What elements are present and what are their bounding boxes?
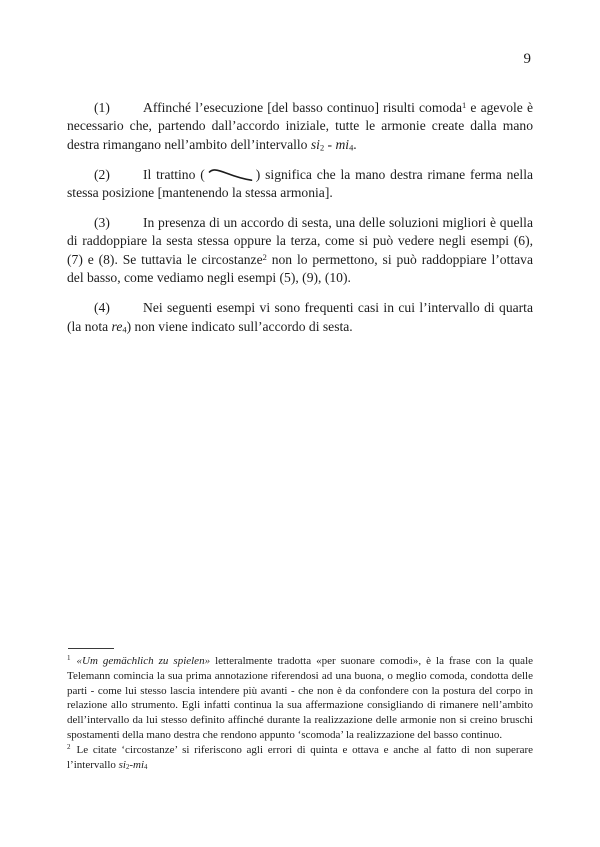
footnotes-section — [67, 648, 533, 772]
tie-curve-icon — [208, 168, 253, 181]
paragraph-number: (2) — [94, 166, 110, 182]
footnote-2 — [67, 743, 533, 773]
footnote-text: Le citate ‘circostanze’ si riferiscono agli errori di quinta e ottava e anche al fatto di non superare l’intervallo si2-mi4 — [67, 743, 533, 771]
paragraph-number: (4) — [94, 300, 110, 316]
paragraph-1 — [67, 99, 533, 154]
paragraph-text: Il trattino ( — [143, 166, 205, 182]
footnote-text: «Um gemächlich zu spielen» letteralmente tradotta «per suonare comodi», è la frase con la quale Telemann comincia la sua prima annotazione riferendosi ad una buona, o meglio comoda, condotta delle parti - come lui stesso lascia intendere più avanti - che non è da confondere con la postura del corpo in relazione allo strumento. Egli infatti continua la sua affermazione consigliando di rimanere nell’ambito dell’intervallo da lui stesso definito affinché durante la realizzazione delle armonie non si creino bruschi spostamenti della mano destra che rendono appunto ‘scomoda’ la realizzazione del basso continuo. — [67, 655, 534, 741]
paragraph-text: In presenza di un accordo di sesta, una delle soluzioni migliori è quella di raddoppiare la sesta stessa oppure la terza, come si può vedere negli esempi (6), (7) e (8). Se tuttavia le circostanze$^2$ non lo permettono, si può raddoppiare l’ottava del basso, come vediamo negli esempi (5), (9), (10). — [67, 215, 534, 286]
footnote-1 — [67, 654, 533, 743]
footnote-separator-rule — [68, 648, 114, 649]
paragraph-2 — [67, 166, 533, 203]
paragraph-text: ) significa che la mano destra rimane ferma nella stessa posizione [mantenendo la stessa armonia]. — [67, 166, 534, 201]
paragraph-4 — [67, 299, 533, 336]
footnote-marker: 1 — [67, 654, 71, 663]
page-number: 9 — [523, 51, 531, 67]
paragraph-3 — [67, 214, 533, 288]
paragraph-text: Nei seguenti esempi vi sono frequenti casi in cui l’intervallo di quarta (la nota re4) non viene indicato sull’accordo di sesta. — [67, 300, 533, 334]
paragraph-text: Affinché l’esecuzione [del basso continuo] risulti comoda$^1$ e agevole è necessario che, partendo dall’accordo iniziale, tutte le armonie create dalla mano destra rimangano nell’ambito dell’intervallo si2 - mi4. — [67, 99, 534, 153]
paragraph-number: (1) — [94, 100, 110, 115]
paragraph-number: (3) — [94, 215, 110, 231]
footnote-marker: 2 — [67, 742, 71, 751]
page-body — [67, 99, 533, 347]
